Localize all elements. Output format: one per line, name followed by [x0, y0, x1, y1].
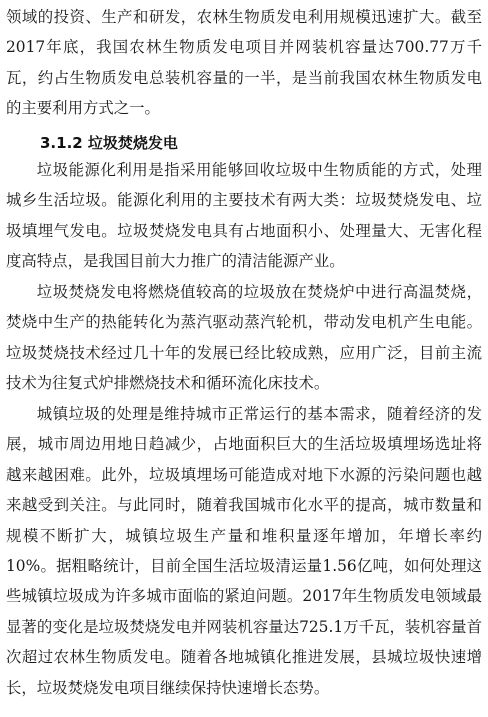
paragraph-intro: 领域的投资、生产和研发，农林生物质发电利用规模迅速扩大。截至2017年底，我国农林生物质发电项目并网装机容量达700.77万千瓦，约占生物质发电总装机容量的一半，是当前我国农林生物质发电的主要利用方式之一。 [6, 8, 482, 118]
paragraph-waste-energy: 垃圾能源化利用是指采用能够回收垃圾中生物质能的方式，处理城乡生活垃圾。能源化利用的主要技术有两大类：垃圾焚烧发电、垃圾填埋气发电。垃圾焚烧发电具有占地面积小、处理量大、无害化程度高特点，是我国目前大力推广的清洁能源产业。 [6, 161, 482, 271]
paragraph-incineration-tech: 垃圾焚烧发电将燃烧值较高的垃圾放在焚烧炉中进行高温焚烧，焚烧中生产的热能转化为蒸汽驱动蒸汽轮机，带动发电机产生电能。垃圾焚烧技术经过几十年的发展已经比较成熟，应用广泛，目前主流技术为往复式炉排燃烧技术和循环流化床技术。 [6, 283, 482, 393]
section-heading: 3.1.2 垃圾焚烧发电 [40, 134, 178, 152]
paragraph-urban-waste: 城镇垃圾的处理是维持城市正常运行的基本需求，随着经济的发展，城市周边用地日趋减少，占地面积巨大的生活垃圾填埋场选址将越来越困难。此外，垃圾填埋场可能造成对地下水源的污染问题也越来越受到关注。与此同时，随着我国城市化水平的提高，城市数量和规模不断扩大，城镇垃圾生产量和堆积量逐年增加，年增长率约10%。据粗略统计，目前全国生活垃圾清运量1.56亿吨，如何处理这些城镇垃圾成为许多城市面临的紧迫问题。2017年生物质发电领域最显著的变化是垃圾焚烧发电并网装机容量达725.1万千瓦，装机容量首次超过农林生物质发电。随着各地城镇化推进发展，县城垃圾快速增长，垃圾焚烧发电项目继续保持快速增长态势。 [6, 405, 482, 697]
